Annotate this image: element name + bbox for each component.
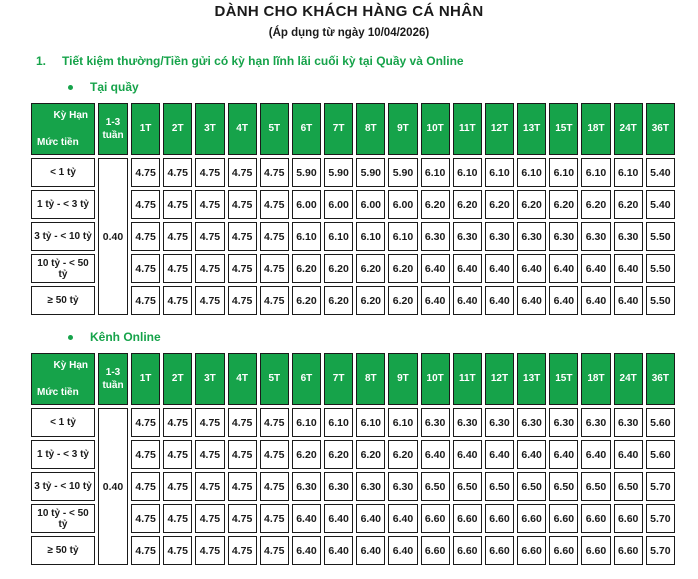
rate-cell: 6.10 [421, 158, 450, 187]
rate-cell: 6.40 [581, 440, 610, 469]
rate-cell: 4.75 [195, 504, 224, 533]
rate-cell: 6.30 [485, 222, 514, 251]
rate-cell: 6.30 [614, 222, 643, 251]
rate-cell: 6.60 [421, 504, 450, 533]
week-col-line1: 1-3 [105, 366, 121, 378]
rate-cell: 6.30 [517, 408, 546, 437]
term-col-header: 12T [485, 353, 514, 405]
rate-cell: 6.40 [581, 254, 610, 283]
rate-cell: 6.30 [453, 222, 482, 251]
rate-cell: 5.90 [356, 158, 385, 187]
rate-cell: 4.75 [195, 190, 224, 219]
rate-cell: 4.75 [131, 222, 160, 251]
rate-cell: 6.10 [292, 222, 321, 251]
tier-label-cell: 1 tỷ - < 3 tỷ [31, 440, 95, 469]
term-col-header: 13T [517, 103, 546, 155]
term-col-header: 2T [163, 353, 192, 405]
rate-cell: 4.75 [228, 222, 257, 251]
tier-label-cell: < 1 tỷ [31, 158, 95, 187]
rate-cell: 6.40 [549, 440, 578, 469]
rate-cell: 4.75 [163, 190, 192, 219]
rate-cell: 6.60 [453, 504, 482, 533]
rate-cell: 4.75 [163, 254, 192, 283]
rate-cell: 6.30 [292, 472, 321, 501]
rate-cell: 6.40 [614, 286, 643, 315]
section-heading [36, 54, 698, 68]
rate-cell: 6.60 [549, 504, 578, 533]
rate-cell: 4.75 [131, 190, 160, 219]
rate-cell: 6.50 [614, 472, 643, 501]
rate-cell: 6.60 [517, 536, 546, 565]
rate-cell: 4.75 [228, 286, 257, 315]
rate-cell: 6.10 [388, 222, 417, 251]
rate-cell: 6.20 [388, 254, 417, 283]
rate-cell: 6.60 [614, 504, 643, 533]
term-col-header: 2T [163, 103, 192, 155]
term-col-header: 3T [195, 353, 224, 405]
rate-cell: 6.20 [421, 190, 450, 219]
table-header-row [31, 353, 675, 405]
rate-cell: 4.75 [163, 504, 192, 533]
rate-cell: 6.40 [517, 440, 546, 469]
rate-cell: 5.50 [646, 254, 675, 283]
rate-cell: 4.75 [195, 222, 224, 251]
corner-term-label: Kỳ Hạn [53, 360, 88, 371]
rate-cell: 6.40 [388, 504, 417, 533]
term-col-header: 5T [260, 353, 289, 405]
term-col-header: 12T [485, 103, 514, 155]
rate-sheet-page [0, 3, 698, 568]
rate-cell: 6.10 [388, 408, 417, 437]
rate-cell: 6.30 [485, 408, 514, 437]
rate-cell: 6.20 [324, 286, 353, 315]
rate-cell: 6.10 [292, 408, 321, 437]
page-title: DÀNH CHO KHÁCH HÀNG CÁ NHÂN [214, 3, 484, 20]
rate-cell: 6.40 [421, 286, 450, 315]
rate-cell: 6.20 [614, 190, 643, 219]
rate-cell: 5.40 [646, 190, 675, 219]
term-col-header: 15T [549, 103, 578, 155]
rate-cell: 6.00 [388, 190, 417, 219]
rate-cell: 4.75 [260, 222, 289, 251]
rate-cell: 6.50 [485, 472, 514, 501]
rate-cell: 6.40 [356, 504, 385, 533]
rate-cell: 4.75 [228, 504, 257, 533]
rate-cell: 6.20 [388, 286, 417, 315]
term-col-header: 1T [131, 103, 160, 155]
term-col-header: 9T [388, 103, 417, 155]
rate-cell: 6.20 [292, 254, 321, 283]
rate-cell: 6.40 [614, 254, 643, 283]
rate-cell: 4.75 [195, 440, 224, 469]
rate-cell: 6.50 [421, 472, 450, 501]
term-col-header: 4T [228, 103, 257, 155]
rate-cell: 4.75 [163, 472, 192, 501]
tier-label-cell: ≥ 50 tỷ [31, 286, 95, 315]
rate-cell: 4.75 [131, 504, 160, 533]
rate-cell: 4.75 [131, 158, 160, 187]
rate-cell: 4.75 [260, 286, 289, 315]
rate-cell: 4.75 [131, 254, 160, 283]
term-col-header: 11T [453, 103, 482, 155]
bullet-label-counter: Tại quầy [90, 80, 139, 94]
rate-cell: 6.20 [581, 190, 610, 219]
rate-cell: 4.75 [260, 440, 289, 469]
term-col-header: 6T [292, 103, 321, 155]
rate-cell: 6.20 [485, 190, 514, 219]
rate-cell: 6.40 [517, 254, 546, 283]
rate-cell: 6.10 [356, 408, 385, 437]
rate-cell: 6.10 [453, 158, 482, 187]
rate-cell: 6.50 [517, 472, 546, 501]
rate-cell: 6.40 [614, 440, 643, 469]
rate-cell: 4.75 [131, 408, 160, 437]
rate-cell: 6.20 [292, 286, 321, 315]
term-col-header: 24T [614, 353, 643, 405]
rate-cell: 4.75 [260, 254, 289, 283]
rate-cell: 6.20 [356, 286, 385, 315]
rate-cell: 6.30 [549, 408, 578, 437]
week-col-line2: tuần [102, 380, 124, 391]
rate-cell: 4.75 [195, 158, 224, 187]
rate-cell: 6.50 [453, 472, 482, 501]
rate-cell: 6.30 [453, 408, 482, 437]
term-col-header: 18T [581, 103, 610, 155]
term-col-header: 7T [324, 103, 353, 155]
rate-cell: 5.60 [646, 408, 675, 437]
rate-cell: 6.60 [614, 536, 643, 565]
rate-cell: 6.20 [324, 254, 353, 283]
rate-cell: 5.40 [646, 158, 675, 187]
bullet-tai-quay [68, 80, 698, 94]
rate-cell: 6.10 [549, 158, 578, 187]
tier-label-cell: ≥ 50 tỷ [31, 536, 95, 565]
rate-cell: 6.40 [453, 440, 482, 469]
rate-cell: 4.75 [195, 536, 224, 565]
rate-cell: 4.75 [228, 408, 257, 437]
corner-cell [31, 353, 95, 405]
tier-label-cell: 3 tỷ - < 10 tỷ [31, 472, 95, 501]
rate-cell: 4.75 [260, 408, 289, 437]
term-col-header: 18T [581, 353, 610, 405]
rate-cell: 6.60 [517, 504, 546, 533]
week-rate-cell: 0.40 [98, 408, 128, 565]
rate-table-online [28, 350, 698, 568]
rate-cell: 6.30 [356, 472, 385, 501]
rate-cell: 4.75 [195, 286, 224, 315]
term-col-header: 36T [646, 353, 675, 405]
rate-cell: 6.10 [485, 158, 514, 187]
rate-cell: 5.50 [646, 222, 675, 251]
rate-cell: 6.50 [581, 472, 610, 501]
rate-cell: 6.60 [549, 536, 578, 565]
term-col-header: 15T [549, 353, 578, 405]
rate-cell: 6.10 [614, 158, 643, 187]
rate-cell: 6.40 [421, 440, 450, 469]
rate-cell: 6.40 [324, 504, 353, 533]
term-col-header: 5T [260, 103, 289, 155]
rate-cell: 6.40 [485, 254, 514, 283]
rate-cell: 6.60 [581, 536, 610, 565]
rate-cell: 6.40 [356, 536, 385, 565]
rate-cell: 4.75 [163, 440, 192, 469]
rate-cell: 6.60 [421, 536, 450, 565]
rate-cell: 5.70 [646, 504, 675, 533]
rate-cell: 6.40 [581, 286, 610, 315]
rate-cell: 6.10 [517, 158, 546, 187]
rate-cell: 4.75 [163, 408, 192, 437]
rate-cell: 4.75 [228, 440, 257, 469]
section-title: Tiết kiệm thường/Tiền gửi có kỳ hạn lĩnh lãi cuối kỳ tại Quầy và Online [62, 54, 464, 68]
rate-cell: 6.30 [581, 222, 610, 251]
rate-cell: 6.30 [614, 408, 643, 437]
bullet-label-online: Kênh Online [90, 330, 161, 344]
rate-cell: 6.40 [292, 504, 321, 533]
rate-cell: 4.75 [195, 472, 224, 501]
term-col-header: 8T [356, 103, 385, 155]
rate-cell: 6.60 [485, 504, 514, 533]
corner-amount-label: Mức tiền [37, 386, 79, 398]
rate-cell: 4.75 [163, 536, 192, 565]
rate-cell: 6.20 [388, 440, 417, 469]
term-col-header: 8T [356, 353, 385, 405]
rate-cell: 6.40 [453, 286, 482, 315]
rate-cell: 6.20 [517, 190, 546, 219]
rate-cell: 5.90 [324, 158, 353, 187]
week-col-header [98, 353, 128, 405]
week-col-header [98, 103, 128, 155]
rate-cell: 6.60 [485, 536, 514, 565]
rate-cell: 4.75 [163, 158, 192, 187]
tier-label-cell: 10 tỷ - < 50 tỷ [31, 504, 95, 533]
week-rate-cell: 0.40 [98, 158, 128, 315]
rate-cell: 6.20 [292, 440, 321, 469]
rate-cell: 6.50 [549, 472, 578, 501]
term-col-header: 4T [228, 353, 257, 405]
rate-cell: 4.75 [260, 504, 289, 533]
rate-cell: 6.40 [421, 254, 450, 283]
rate-cell: 6.10 [324, 408, 353, 437]
rate-cell: 6.40 [549, 254, 578, 283]
term-col-header: 7T [324, 353, 353, 405]
rate-cell: 6.30 [421, 222, 450, 251]
interest-rate-table [28, 100, 678, 318]
tier-label-cell: < 1 tỷ [31, 408, 95, 437]
rate-cell: 4.75 [163, 222, 192, 251]
rate-cell: 4.75 [228, 254, 257, 283]
rate-cell: 4.75 [228, 158, 257, 187]
rate-cell: 6.10 [581, 158, 610, 187]
corner-cell [31, 103, 95, 155]
section-number: 1. [36, 54, 47, 68]
term-col-header: 36T [646, 103, 675, 155]
rate-cell: 6.40 [292, 536, 321, 565]
rate-cell: 6.30 [388, 472, 417, 501]
rate-table-counter [28, 100, 698, 318]
rate-cell: 4.75 [163, 286, 192, 315]
rate-cell: 6.40 [324, 536, 353, 565]
term-col-header: 1T [131, 353, 160, 405]
rate-cell: 4.75 [131, 286, 160, 315]
rate-cell: 6.00 [324, 190, 353, 219]
page-subtitle: (Áp dụng từ ngày 10/04/2026) [268, 27, 430, 39]
week-col-line2: tuần [102, 130, 124, 141]
rate-cell: 6.30 [581, 408, 610, 437]
term-col-header: 9T [388, 353, 417, 405]
rate-cell: 6.40 [485, 440, 514, 469]
rate-cell: 6.30 [549, 222, 578, 251]
rate-cell: 5.90 [388, 158, 417, 187]
rate-cell: 6.40 [517, 286, 546, 315]
rate-cell: 5.60 [646, 440, 675, 469]
term-col-header: 24T [614, 103, 643, 155]
rate-cell: 4.75 [195, 254, 224, 283]
table-row [31, 158, 675, 187]
week-col-line1: 1-3 [105, 116, 121, 128]
rate-cell: 6.00 [292, 190, 321, 219]
tier-label-cell: 10 tỷ - < 50 tỷ [31, 254, 95, 283]
rate-cell: 6.40 [453, 254, 482, 283]
term-col-header: 13T [517, 353, 546, 405]
rate-cell: 6.40 [485, 286, 514, 315]
bullet-icon [68, 85, 73, 90]
rate-cell: 6.00 [356, 190, 385, 219]
tier-label-cell: 3 tỷ - < 10 tỷ [31, 222, 95, 251]
table-header-row [31, 103, 675, 155]
rate-cell: 4.75 [228, 536, 257, 565]
rate-cell: 6.20 [453, 190, 482, 219]
rate-cell: 6.40 [549, 286, 578, 315]
rate-cell: 5.90 [292, 158, 321, 187]
tier-label-cell: 1 tỷ - < 3 tỷ [31, 190, 95, 219]
rate-cell: 6.20 [324, 440, 353, 469]
rate-cell: 5.50 [646, 286, 675, 315]
rate-cell: 5.70 [646, 472, 675, 501]
term-col-header: 3T [195, 103, 224, 155]
rate-cell: 6.30 [421, 408, 450, 437]
table-row [31, 408, 675, 437]
term-col-header: 6T [292, 353, 321, 405]
corner-amount-label: Mức tiền [37, 136, 79, 148]
bullet-kenh-online [68, 330, 698, 344]
rate-cell: 6.30 [517, 222, 546, 251]
rate-cell: 6.40 [388, 536, 417, 565]
rate-cell: 4.75 [228, 472, 257, 501]
rate-cell: 6.30 [324, 472, 353, 501]
rate-cell: 6.10 [356, 222, 385, 251]
rate-cell: 4.75 [131, 440, 160, 469]
rate-cell: 6.60 [581, 504, 610, 533]
corner-term-label: Kỳ Hạn [53, 110, 88, 121]
interest-rate-table [28, 350, 678, 568]
rate-cell: 4.75 [260, 472, 289, 501]
rate-cell: 4.75 [260, 158, 289, 187]
bullet-icon [68, 335, 73, 340]
term-col-header: 10T [421, 103, 450, 155]
rate-cell: 6.20 [356, 254, 385, 283]
rate-cell: 4.75 [131, 472, 160, 501]
term-col-header: 11T [453, 353, 482, 405]
rate-cell: 6.20 [356, 440, 385, 469]
rate-cell: 6.60 [453, 536, 482, 565]
rate-cell: 4.75 [131, 536, 160, 565]
rate-cell: 5.70 [646, 536, 675, 565]
rate-cell: 4.75 [260, 536, 289, 565]
rate-cell: 4.75 [195, 408, 224, 437]
rate-cell: 6.10 [324, 222, 353, 251]
rate-cell: 4.75 [260, 190, 289, 219]
rate-cell: 4.75 [228, 190, 257, 219]
term-col-header: 10T [421, 353, 450, 405]
rate-cell: 6.20 [549, 190, 578, 219]
